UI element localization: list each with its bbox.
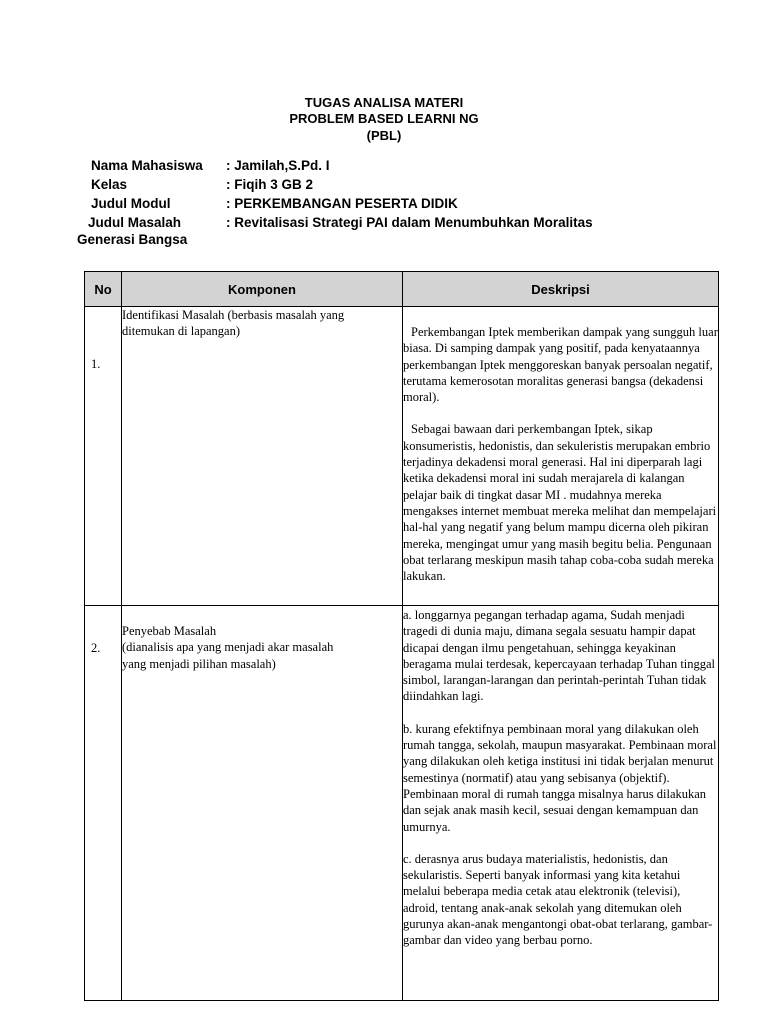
deskripsi-paragraph: b. kurang efektifnya pembinaan moral yang dilakukan oleh rumah tangga, sekolah, maupun masyarakat. Pembinaan moral yang dilakukan oleh ketiga institusi ini tidak berjalan menurut semestinya (normatif) atau yang sebisanya (objektif). Pembinaan moral di rumah tangga misalnya harus dilakukan dan sejak anak masih kecil, sesuai dengan kemampuan dan umurnya.: [403, 721, 717, 834]
analysis-table: [84, 271, 719, 1001]
komponen-line: ditemukan di lapangan): [122, 324, 241, 339]
nama-label: Nama Mahasiswa: [91, 158, 203, 173]
header-no: No: [85, 272, 122, 307]
kelas-label: Kelas: [91, 177, 128, 192]
row-number: 1.: [91, 357, 101, 371]
deskripsi-paragraph: a. longgarnya pegangan terhadap agama, Sudah menjadi tragedi di dunia maju, dimana segala sesuatu hampir dapat dicapai dengan ilmu pengetahuan, sehingga keyakinan beragama mulai terdesak, kepercayaan terhadap Tuhan tinggal simbol, larangan-larangan dan perintah-perintah Tuhan tidak diindahkan lagi.: [403, 608, 716, 704]
deskripsi-cell: [403, 606, 719, 1001]
row-no-cell: [85, 606, 122, 1001]
masalah-label: Judul Masalah: [88, 215, 182, 230]
kelas-value: : Fiqih 3 GB 2: [226, 177, 314, 192]
doc-title-line1: TUGAS ANALISA MATERI: [304, 95, 464, 110]
header-deskripsi: Deskripsi: [403, 272, 719, 307]
komponen-line: (dianalisis apa yang menjadi akar masalah: [122, 640, 334, 655]
deskripsi-paragraph: Perkembangan Iptek memberikan dampak yang sungguh luar biasa. Di samping dampak yang positif, pada kenyataannya perkembangan Iptek menggoreskan banyak persoalan negatif, terutama kemerosotan moralitas generasi bangsa (dekadensi moral).: [403, 325, 718, 405]
deskripsi-paragraph: Sebagai bawaan dari perkembangan Iptek, sikap konsumeristis, hedonistis, dan sekuleristis merupakan embrio terjadinya dekadensi moral generasi. Hal ini diperparah lagi ketika dekadensi moral ini sudah merajarela di kalangan pelajar baik di tingkat dasar MI . mudahnya mereka mengakses internet membuat mereka melihat dan mempelajari hal-hal yang negatif yang belum mampu dicerna oleh pikiran mereka, mengingat umur yang masih begitu belia. Pengunaan obat terlarang meskipun masih tahap coba-coba sudah mereka lakukan.: [403, 422, 717, 584]
komponen-line: Identifikasi Masalah (berbasis masalah yang: [122, 308, 345, 322]
row-no-cell: [85, 307, 122, 606]
masalah-value: : Revitalisasi Strategi PAI dalam Menumbuhkan Moralitas: [226, 215, 593, 230]
komponen-line: Penyebab Masalah: [122, 624, 217, 638]
table-header-row: [85, 272, 719, 307]
masalah-value-continuation: Generasi Bangsa: [77, 232, 188, 247]
doc-title-line2: PROBLEM BASED LEARNI NG: [289, 111, 479, 126]
modul-label: Judul Modul: [91, 196, 171, 211]
komponen-line: yang menjadi pilihan masalah): [122, 656, 276, 671]
deskripsi-cell: [403, 307, 719, 606]
doc-title-line3: (PBL): [366, 128, 402, 143]
row-number: 2.: [91, 641, 101, 655]
komponen-cell: [122, 606, 403, 1001]
table-row: [85, 307, 719, 606]
table-row: [85, 606, 719, 1001]
modul-value: : PERKEMBANGAN PESERTA DIDIK: [226, 196, 458, 211]
komponen-cell: [122, 307, 403, 606]
deskripsi-paragraph: c. derasnya arus budaya materialistis, hedonistis, dan sekularistis. Seperti banyak informasi yang kita ketahui melalui beberapa media cetak atau elektronik (televisi), adroid, tentang anak-anak sekolah yang ditemukan oleh gurunya akan-anak mengantongi obat-obat terlarang, gambar-gambar dan video yang berbau porno.: [403, 851, 713, 948]
nama-value: : Jamilah,S.Pd. I: [226, 158, 330, 173]
header-komponen: Komponen: [122, 272, 403, 307]
